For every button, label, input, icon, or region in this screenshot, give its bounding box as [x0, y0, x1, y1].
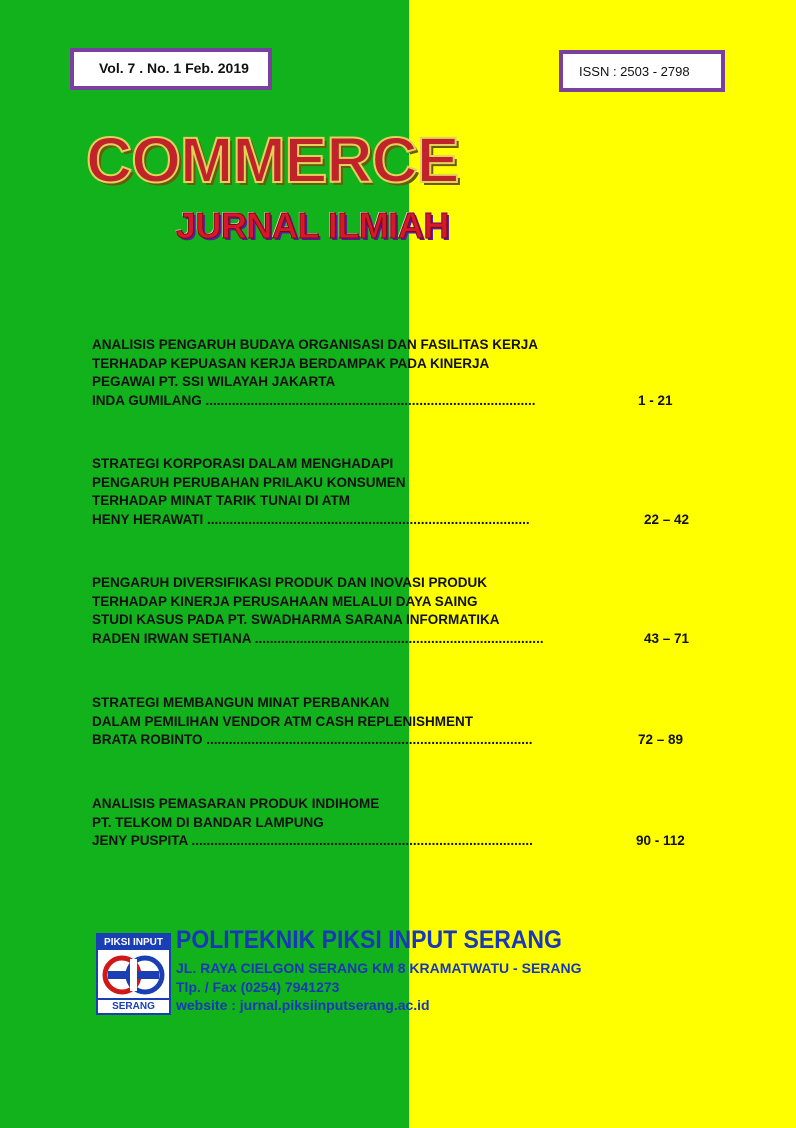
toc-title-line: ANALISIS PEMASARAN PRODUK INDIHOME: [92, 796, 380, 811]
toc-entry: [92, 694, 702, 750]
journal-title: COMMERCE: [86, 124, 459, 196]
institution-website: website : jurnal.piksiinputserang.ac.id: [176, 997, 430, 1013]
volume-label: Vol. 7 . No. 1 Feb. 2019: [99, 60, 249, 76]
institution-name: POLITEKNIK PIKSI INPUT SERANG: [176, 926, 562, 954]
toc-pages: 1 - 21: [638, 392, 673, 408]
piksi-logo: [96, 933, 171, 1015]
toc-entry: [92, 795, 702, 851]
institution-address: JL. RAYA CIELGON SERANG KM 8 KRAMATWATU - SERANG: [176, 960, 582, 976]
toc-author: JENY PUSPITA ...........................................................................................: [92, 833, 533, 848]
piksi-logo-mark-icon: [102, 953, 165, 998]
toc-title-line: STUDI KASUS PADA PT. SWADHARMA SARANA INFORMATIKA: [92, 612, 500, 627]
cover-yellow-panel: [409, 0, 796, 1128]
toc-title-line: TERHADAP MINAT TARIK TUNAI DI ATM: [92, 493, 350, 508]
toc-pages: 43 – 71: [644, 630, 690, 646]
volume-box: [70, 48, 272, 90]
toc-title-line: DALAM PEMILIHAN VENDOR ATM CASH REPLENISHMENT: [92, 713, 473, 729]
toc-author: RADEN IRWAN SETIANA .............................................................................: [92, 630, 544, 646]
institution-phone: Tlp. / Fax (0254) 7941273: [176, 979, 340, 995]
toc-title-line: PENGARUH PERUBAHAN PRILAKU KONSUMEN: [92, 474, 406, 490]
toc-title-line: TERHADAP KEPUASAN KERJA BERDAMPAK PADA KINERJA: [92, 355, 490, 371]
toc-entry: [92, 574, 702, 648]
toc-entry: [92, 455, 702, 529]
toc-author: HENY HERAWATI ......................................................................................: [92, 511, 530, 527]
toc-title-line: PENGARUH DIVERSIFIKASI PRODUK DAN INOVASI PRODUK: [92, 575, 488, 590]
toc-title-line: STRATEGI MEMBANGUN MINAT PERBANKAN: [92, 695, 390, 710]
toc-entry: [92, 336, 702, 410]
toc-pages: 22 – 42: [644, 511, 690, 527]
toc-title-line: PT. TELKOM DI BANDAR LAMPUNG: [92, 814, 324, 830]
logo-top-text: PIKSI INPUT: [98, 935, 169, 950]
issn-label: ISSN : 2503 - 2798: [579, 64, 690, 79]
toc-title-line: TERHADAP KINERJA PERUSAHAAN MELALUI DAYA SAING: [92, 593, 478, 609]
toc-pages: 90 - 112: [636, 833, 685, 848]
toc-title-line: PEGAWAI PT. SSI WILAYAH JAKARTA: [92, 374, 336, 389]
logo-bottom-text: SERANG: [98, 998, 169, 1013]
journal-subtitle: JURNAL ILMIAH: [176, 205, 449, 246]
toc-author: BRATA ROBINTO .......................................................................................: [92, 732, 533, 747]
toc-pages: 72 – 89: [638, 732, 684, 747]
toc-title-line: ANALISIS PENGARUH BUDAYA ORGANISASI DAN FASILITAS KERJA: [92, 337, 539, 352]
toc-title-line: STRATEGI KORPORASI DALAM MENGHADAPI: [92, 456, 394, 471]
toc-author: INDA GUMILANG ........................................................................................: [92, 392, 536, 408]
issn-box: [559, 50, 725, 92]
